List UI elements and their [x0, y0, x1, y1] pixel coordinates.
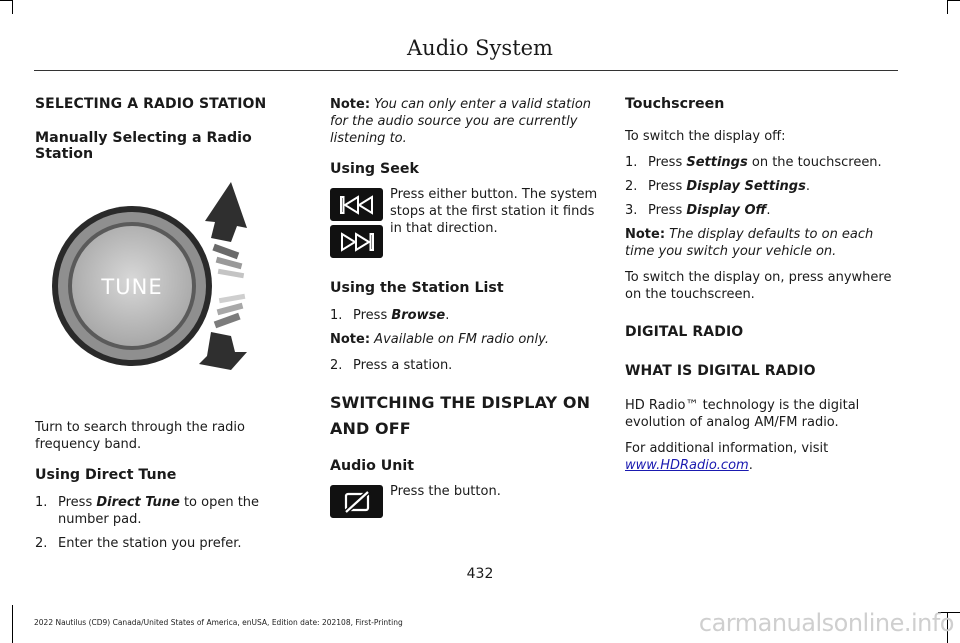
seek-instruction: Press either button. The system stops at the first station it finds in that direction.: [390, 187, 598, 236]
audio-unit-instruction: Press the button.: [390, 484, 501, 499]
step-text: .: [445, 308, 450, 323]
section-heading: DIGITAL RADIO: [625, 324, 744, 340]
step-text: Press: [58, 495, 97, 510]
knob-label: TUNE: [101, 275, 163, 299]
crop-mark: [12, 0, 13, 14]
subsection-heading: Manually Selecting a Radio Station: [35, 130, 252, 162]
header-divider: [34, 70, 898, 71]
page-title: Audio System: [407, 36, 553, 60]
info-text: [625, 440, 897, 474]
list-item: [35, 535, 300, 552]
info-tail: .: [748, 458, 753, 473]
list-item: [625, 202, 897, 219]
ui-term: Display Settings: [686, 179, 806, 194]
note-label: Note:: [625, 227, 666, 242]
list-item: [35, 494, 300, 528]
seek-back-icon: [330, 188, 383, 221]
subsection-heading: Audio Unit: [330, 458, 415, 474]
step-text: .: [805, 179, 810, 194]
step-text: Press a station.: [353, 358, 453, 373]
ui-term: Settings: [686, 155, 748, 170]
step-text: on the touchscreen.: [747, 155, 882, 170]
column-right: [625, 96, 897, 483]
section-heading: WHAT IS DIGITAL RADIO: [625, 363, 816, 379]
tune-knob-icon: [35, 176, 300, 376]
display-off-icon: [330, 485, 383, 518]
step-text: Press: [648, 179, 687, 194]
list-item: [625, 178, 897, 195]
turn-instruction: Turn to search through the radio frequency band.: [35, 420, 245, 452]
step-number: 2.: [35, 536, 48, 551]
list-item: [330, 307, 600, 324]
step-number: 1.: [330, 308, 343, 323]
subsection-heading: Touchscreen: [625, 96, 725, 112]
hd-radio-text: HD Radio™ technology is the digital evolution of analog AM/FM radio.: [625, 398, 860, 430]
hdradio-link[interactable]: www.HDRadio.com: [625, 458, 749, 473]
ui-term: Browse: [391, 308, 446, 323]
note: [330, 96, 600, 147]
note-label: Note:: [330, 97, 371, 112]
column-middle: [330, 96, 600, 536]
watermark: carmanualsonline.info: [698, 609, 954, 637]
section-heading: SWITCHING THE DISPLAY ON AND OFF: [330, 393, 591, 438]
step-text: Press: [648, 203, 687, 218]
ui-term: Display Off: [686, 203, 767, 218]
section-heading: SELECTING A RADIO STATION: [35, 96, 267, 112]
step-text: Press: [648, 155, 687, 170]
tune-knob-illustration: [35, 176, 300, 376]
page-number: 432: [466, 566, 494, 582]
display-button-row: [330, 485, 600, 522]
ui-term: Direct Tune: [96, 495, 180, 510]
note-text: The display defaults to on each time you switch your vehicle on.: [625, 227, 874, 259]
list-item: [330, 357, 600, 374]
station-list-steps: [330, 307, 600, 324]
subsection-heading: Using Seek: [330, 161, 419, 177]
note: [330, 331, 600, 348]
intro-text: To switch the display off:: [625, 129, 786, 144]
subsection-heading: Using Direct Tune: [35, 467, 177, 483]
note-text: Available on FM radio only.: [370, 332, 549, 347]
crop-mark: [12, 605, 13, 643]
seek-forward-icon: [330, 225, 383, 258]
step-text: Enter the station you prefer.: [58, 536, 242, 551]
note-label: Note:: [330, 332, 371, 347]
crop-mark: [0, 0, 12, 1]
note-text: You can only enter a valid station for the audio source you are currently listening to.: [330, 97, 592, 146]
crop-mark: [948, 0, 960, 1]
step-number: 2.: [625, 179, 638, 194]
step-number: 1.: [625, 155, 638, 170]
list-item: [625, 154, 897, 171]
switch-on-text: To switch the display on, press anywhere on the touchscreen.: [625, 270, 892, 302]
crop-mark: [947, 0, 948, 14]
step-number: 3.: [625, 203, 638, 218]
direct-tune-steps: [35, 494, 300, 552]
step-text: to open the number pad.: [58, 495, 260, 527]
info-lead: For additional information, visit: [625, 441, 829, 456]
touchscreen-steps: [625, 154, 897, 219]
column-left: [35, 96, 300, 559]
step-text: Press: [353, 308, 392, 323]
note: [625, 226, 897, 260]
step-number: 1.: [35, 495, 48, 510]
step-number: 2.: [330, 358, 343, 373]
seek-icons: [330, 188, 383, 262]
seek-buttons-row: [330, 188, 600, 262]
subsection-heading: Using the Station List: [330, 280, 504, 296]
step-text: .: [766, 203, 771, 218]
edition-footer: 2022 Nautilus (CD9) Canada/United States of America, enUSA, Edition date: 202108, First-Printing: [34, 618, 403, 627]
station-list-steps-cont: [330, 357, 600, 374]
